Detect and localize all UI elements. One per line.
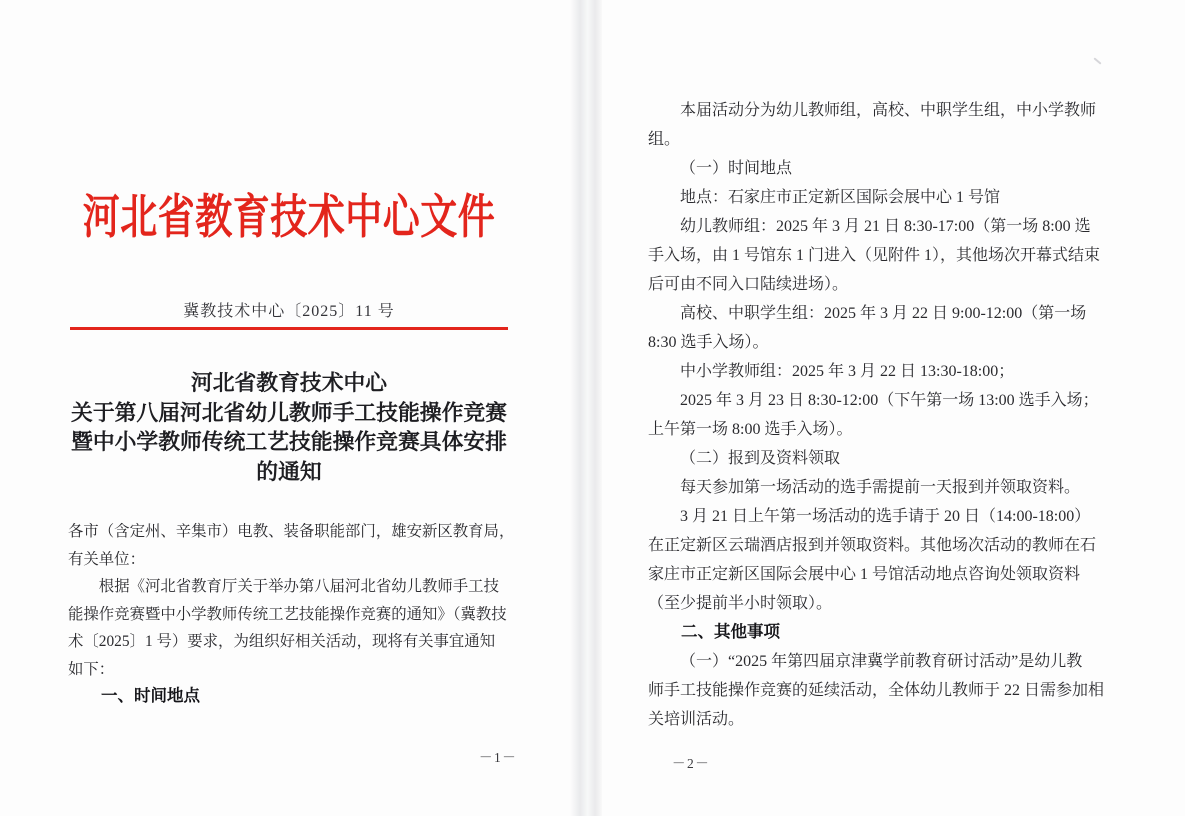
text-line: 如下：: [68, 660, 115, 678]
notice-title-line: 关于第八届河北省幼儿教师手工技能操作竞赛: [71, 400, 507, 425]
notice-title-line: 河北省教育技术中心: [190, 371, 388, 395]
text-line: （一）时间地点: [680, 160, 793, 177]
text-line: 中小学教师组：2025 年 3 月 22 日 13:30-18:00；: [680, 363, 1015, 380]
text-line: 能操作竞赛暨中小学教师传统工艺技能操作竞赛的通知》（冀教技: [68, 605, 507, 623]
text-line: 幼儿教师组：2025 年 3 月 21 日 8:30-17:00（第一场 8:00 选: [680, 218, 1091, 235]
doc-number: 冀教技术中心〔2025〕11 号: [183, 303, 395, 320]
page-2-body: [648, 96, 1118, 734]
page-2: [602, 0, 1185, 816]
page-1: [0, 0, 578, 816]
text-line: 组。: [648, 131, 681, 148]
text-line: 地点：石家庄市正定新区国际会展中心 1 号馆: [680, 189, 1001, 206]
text-line: 后可由不同入口陆续进场）。: [648, 276, 849, 293]
page-seam: [570, 0, 604, 816]
text-line: 2025 年 3 月 23 日 8:30-12:00（下午第一场 13:00 选手入场；: [680, 392, 1099, 409]
text-line: 家庄市正定新区国际会展中心 1 号馆活动地点咨询处领取资料: [648, 566, 1081, 583]
text-line: （二）报到及资料领取: [680, 450, 841, 467]
text-line: 根据《河北省教育厅关于举办第八届河北省幼儿教师手工技: [98, 578, 499, 595]
notice-title-line: 的通知: [256, 459, 322, 484]
text-line: 8:30 选手入场）。: [648, 334, 769, 351]
page-number-1: －1－: [479, 750, 518, 765]
text-line: 每天参加第一场活动的选手需提前一天报到并领取资料。: [680, 479, 1081, 496]
text-line: 本届活动分为幼儿教师组，高校、中职学生组，中小学教师: [680, 102, 1097, 119]
text-line: （一）“2025 年第四届京津冀学前教育研讨活动”是幼儿教: [680, 653, 1083, 670]
text-line: 高校、中职学生组：2025 年 3 月 22 日 9:00-12:00（第一场: [680, 305, 1087, 322]
red-divider-rule: [70, 327, 508, 330]
text-line: 手入场，由 1 号馆东 1 门进入（见附件 1），其他场次开幕式结束: [648, 247, 1101, 264]
text-line: 3 月 21 日上午第一场活动的选手请于 20 日（14:00-18:00）: [680, 508, 1091, 525]
text-line: （至少提前半小时领取）。: [648, 595, 833, 612]
text-line: 在正定新区云瑞酒店报到并领取资料。其他场次活动的教师在石: [648, 537, 1097, 554]
notice-title-line: 暨中小学教师传统工艺技能操作竞赛具体安排: [71, 430, 507, 454]
text-line: 一、时间地点: [101, 687, 200, 705]
text-line: 术〔2025〕1 号）要求，为组织好相关活动，现将有关事宜通知: [68, 633, 496, 650]
page-number-2: －2－: [672, 756, 711, 771]
text-line: 各市（含定州、辛集市）电教、装备职能部门，雄安新区教育局，: [68, 523, 515, 540]
text-line: 关培训活动。: [648, 711, 745, 728]
text-line: 上午第一场 8:00 选手入场）。: [648, 421, 853, 438]
page-1-body: [68, 518, 516, 711]
text-line: 有关单位：: [68, 550, 145, 568]
notice-title: [0, 369, 578, 487]
text-line: 师手工技能操作竞赛的延续活动，全体幼儿教师于 22 日需参加相: [648, 682, 1105, 699]
text-line: 二、其他事项: [681, 623, 780, 641]
masthead-title: 河北省教育技术中心文件: [82, 192, 496, 245]
